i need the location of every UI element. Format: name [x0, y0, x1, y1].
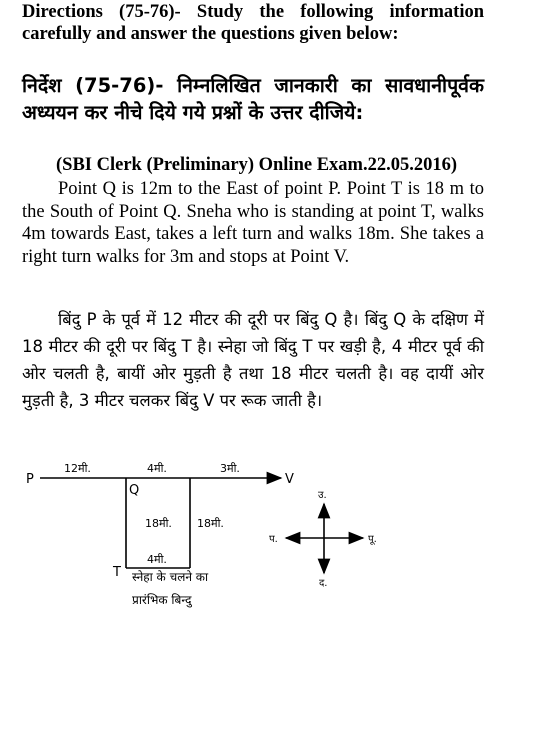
label-start-line1: स्नेहा के चलने का [132, 570, 209, 584]
label-point-v: V [285, 472, 294, 487]
compass-east-label: पू. [368, 534, 377, 545]
compass-west-label: प. [269, 534, 278, 545]
label-point-p: P [26, 472, 34, 487]
directions-english: Directions (75-76)- Study the following information carefully and answer the questions given below: [22, 2, 484, 44]
label-point-q: Q [129, 483, 140, 498]
label-point-t: T [113, 565, 121, 580]
problem-hindi: बिंदु P के पूर्व में 12 मीटर की दूरी पर बिंदु Q है। बिंदु Q के दक्षिण में 18 मीटर की दूरी पर बिंदु T है। स्नेहा जो बिंदु T पर खड़ी है, 4 मीटर पूर्व की ओर चलती है, बायीं ओर मुड़ती है तथा 18 मीटर चलती है। वह दायीं ओर मुड़ती है, 3 मीटर चलकर बिंदु V पर रूक जाती है। [22, 310, 484, 410]
compass-icon [286, 504, 363, 573]
problem-english: Point Q is 12m to the East of point P. Point T is 18 m to the South of Point Q. Sneha who is standing at point T, walks 4m towards East, takes a left turn and walks 18m. She takes a right turn walks for 3m and stops at Point V. [22, 179, 484, 267]
direction-diagram [0, 450, 556, 620]
label-dist-right-vertical: 18मी. [197, 517, 224, 530]
compass-south-label: द. [319, 578, 328, 589]
label-dist-pq: 12मी. [64, 462, 91, 475]
label-dist-to-v: 3मी. [220, 462, 240, 475]
compass-north-label: उ. [318, 490, 327, 501]
label-dist-left-vertical: 18मी. [145, 517, 172, 530]
exam-title: (SBI Clerk (Preliminary) Online Exam.22.05.2016) [56, 155, 457, 175]
label-dist-bottom: 4मी. [147, 553, 167, 566]
directions-hindi: निर्देश (75-76)- निम्नलिखित जानकारी का सावधानीपूर्वक अध्ययन कर नीचे दिये गये प्रश्नों के उत्तर दीजिये: [22, 74, 484, 124]
label-start-line2: प्रारंभिक बिन्दु [132, 593, 192, 607]
label-dist-top-mid: 4मी. [147, 462, 167, 475]
